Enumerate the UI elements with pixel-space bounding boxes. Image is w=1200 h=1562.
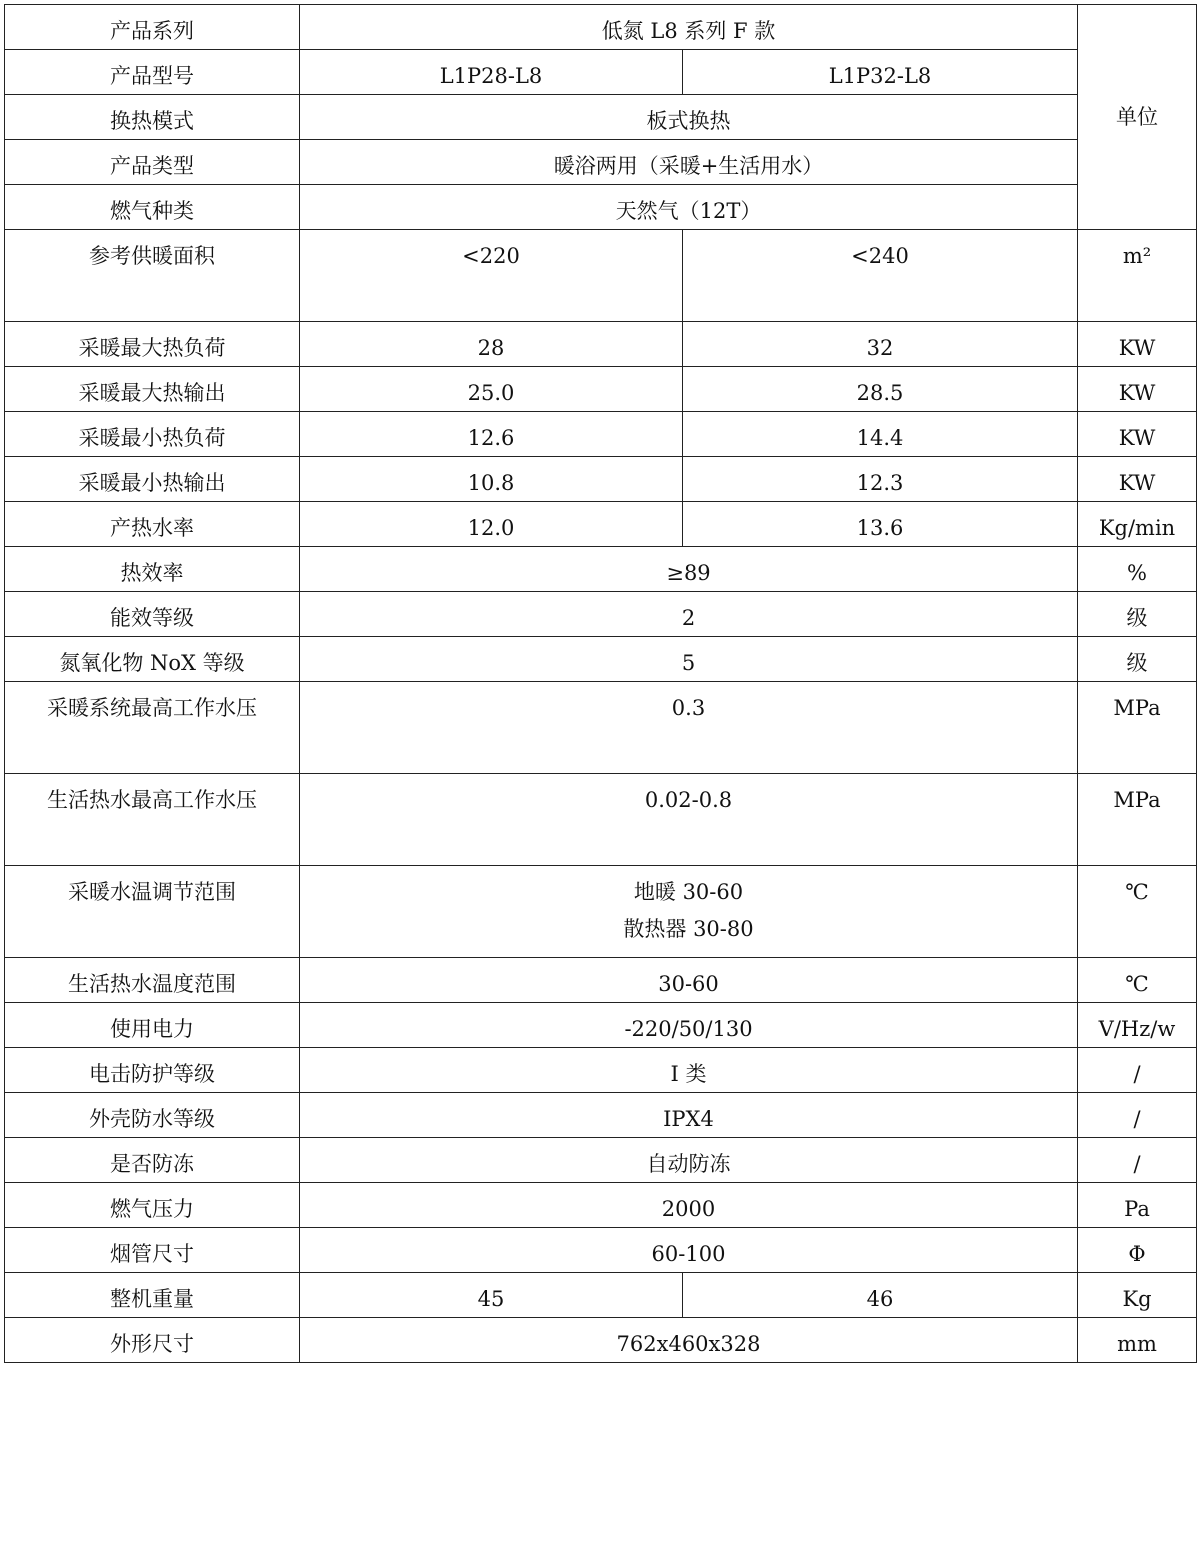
row-value-2: <240 xyxy=(683,230,1078,322)
row-unit: Kg xyxy=(1078,1273,1197,1318)
row-value-2: 32 xyxy=(683,322,1078,367)
row-value: I 类 xyxy=(300,1048,1078,1093)
row-value-1: 28 xyxy=(300,322,683,367)
row-unit: 级 xyxy=(1078,592,1197,637)
row-unit: / xyxy=(1078,1138,1197,1183)
row-unit: 级 xyxy=(1078,637,1197,682)
row-value: 0.02-0.8 xyxy=(300,774,1078,866)
row-label: 电击防护等级 xyxy=(5,1048,300,1093)
row-waterproof-grade xyxy=(5,1093,1197,1138)
unit-header: 单位 xyxy=(1078,5,1197,230)
row-label: 采暖系统最高工作水压 xyxy=(5,682,300,774)
row-value-line-2: 散热器 30-80 xyxy=(623,917,754,941)
row-min-heat-load xyxy=(5,412,1197,457)
row-power-supply xyxy=(5,1003,1197,1048)
row-label: 是否防冻 xyxy=(5,1138,300,1183)
row-exchange-mode xyxy=(5,95,1197,140)
model-2: L1P32-L8 xyxy=(683,50,1078,95)
row-value-2: 13.6 xyxy=(683,502,1078,547)
model-label: 产品型号 xyxy=(5,50,300,95)
row-unit: Φ xyxy=(1078,1228,1197,1273)
row-label: 参考供暖面积 xyxy=(5,230,300,322)
row-label: 采暖水温调节范围 xyxy=(5,866,300,958)
row-heating-temp-range xyxy=(5,866,1197,958)
row-unit: KW xyxy=(1078,367,1197,412)
row-label: 采暖最小热输出 xyxy=(5,457,300,502)
row-value: 0.3 xyxy=(300,682,1078,774)
row-value-line-1: 地暖 30-60 xyxy=(633,880,744,904)
row-label: 外形尺寸 xyxy=(5,1318,300,1363)
row-thermal-efficiency xyxy=(5,547,1197,592)
row-min-heat-output xyxy=(5,457,1197,502)
row-label: 燃气压力 xyxy=(5,1183,300,1228)
row-dimensions xyxy=(5,1318,1197,1363)
row-value: 自动防冻 xyxy=(300,1138,1078,1183)
row-value-1: 45 xyxy=(300,1273,683,1318)
row-flue-size xyxy=(5,1228,1197,1273)
row-label: 生活热水最高工作水压 xyxy=(5,774,300,866)
row-label: 热效率 xyxy=(5,547,300,592)
row-heating-max-pressure xyxy=(5,682,1197,774)
row-value-1: 12.6 xyxy=(300,412,683,457)
row-value xyxy=(300,866,1078,958)
row-unit: MPa xyxy=(1078,682,1197,774)
row-label: 燃气种类 xyxy=(5,185,300,230)
row-unit: V/Hz/w xyxy=(1078,1003,1197,1048)
row-value-2: 46 xyxy=(683,1273,1078,1318)
row-value: ≥89 xyxy=(300,547,1078,592)
row-value: 762x460x328 xyxy=(300,1318,1078,1363)
row-label: 整机重量 xyxy=(5,1273,300,1318)
row-label: 生活热水温度范围 xyxy=(5,958,300,1003)
row-value-2: 28.5 xyxy=(683,367,1078,412)
row-label: 能效等级 xyxy=(5,592,300,637)
row-value: IPX4 xyxy=(300,1093,1078,1138)
row-value: 2000 xyxy=(300,1183,1078,1228)
row-value: 30-60 xyxy=(300,958,1078,1003)
row-antifreeze xyxy=(5,1138,1197,1183)
row-unit: KW xyxy=(1078,457,1197,502)
row-dhw-max-pressure xyxy=(5,774,1197,866)
series-value: 低氮 L8 系列 F 款 xyxy=(300,5,1078,50)
row-unit: Pa xyxy=(1078,1183,1197,1228)
row-unit: / xyxy=(1078,1048,1197,1093)
row-gas-pressure xyxy=(5,1183,1197,1228)
model-1: L1P28-L8 xyxy=(300,50,683,95)
row-nox-grade xyxy=(5,637,1197,682)
row-unit: MPa xyxy=(1078,774,1197,866)
row-label: 产品类型 xyxy=(5,140,300,185)
row-max-heat-load xyxy=(5,322,1197,367)
row-label: 采暖最大热输出 xyxy=(5,367,300,412)
row-value-2: 12.3 xyxy=(683,457,1078,502)
row-hot-water-rate xyxy=(5,502,1197,547)
row-value-1: 12.0 xyxy=(300,502,683,547)
row-label: 使用电力 xyxy=(5,1003,300,1048)
row-value: -220/50/130 xyxy=(300,1003,1078,1048)
row-value-2: 14.4 xyxy=(683,412,1078,457)
row-label: 换热模式 xyxy=(5,95,300,140)
row-model xyxy=(5,50,1197,95)
row-value: 2 xyxy=(300,592,1078,637)
row-value: 60-100 xyxy=(300,1228,1078,1273)
row-weight xyxy=(5,1273,1197,1318)
row-value-1: 10.8 xyxy=(300,457,683,502)
row-value-1: 25.0 xyxy=(300,367,683,412)
row-unit: Kg/min xyxy=(1078,502,1197,547)
row-dhw-temp-range xyxy=(5,958,1197,1003)
row-max-heat-output xyxy=(5,367,1197,412)
row-value: 5 xyxy=(300,637,1078,682)
row-unit: mm xyxy=(1078,1318,1197,1363)
row-value: 暖浴两用（采暖+生活用水） xyxy=(300,140,1078,185)
row-unit: % xyxy=(1078,547,1197,592)
row-unit: ℃ xyxy=(1078,866,1197,958)
row-value-1: <220 xyxy=(300,230,683,322)
row-shock-protection xyxy=(5,1048,1197,1093)
row-label: 产热水率 xyxy=(5,502,300,547)
row-unit: m² xyxy=(1078,230,1197,322)
series-label: 产品系列 xyxy=(5,5,300,50)
row-product-type xyxy=(5,140,1197,185)
row-label: 外壳防水等级 xyxy=(5,1093,300,1138)
row-series xyxy=(5,5,1197,50)
row-value: 板式换热 xyxy=(300,95,1078,140)
row-label: 采暖最大热负荷 xyxy=(5,322,300,367)
spec-table xyxy=(4,4,1197,1363)
row-label: 采暖最小热负荷 xyxy=(5,412,300,457)
row-label: 烟管尺寸 xyxy=(5,1228,300,1273)
row-unit: ℃ xyxy=(1078,958,1197,1003)
row-unit: / xyxy=(1078,1093,1197,1138)
row-label: 氮氧化物 NoX 等级 xyxy=(5,637,300,682)
row-unit: KW xyxy=(1078,322,1197,367)
row-unit: KW xyxy=(1078,412,1197,457)
row-value: 天然气（12T） xyxy=(300,185,1078,230)
row-gas-type xyxy=(5,185,1197,230)
row-heating-area xyxy=(5,230,1197,322)
row-energy-grade xyxy=(5,592,1197,637)
